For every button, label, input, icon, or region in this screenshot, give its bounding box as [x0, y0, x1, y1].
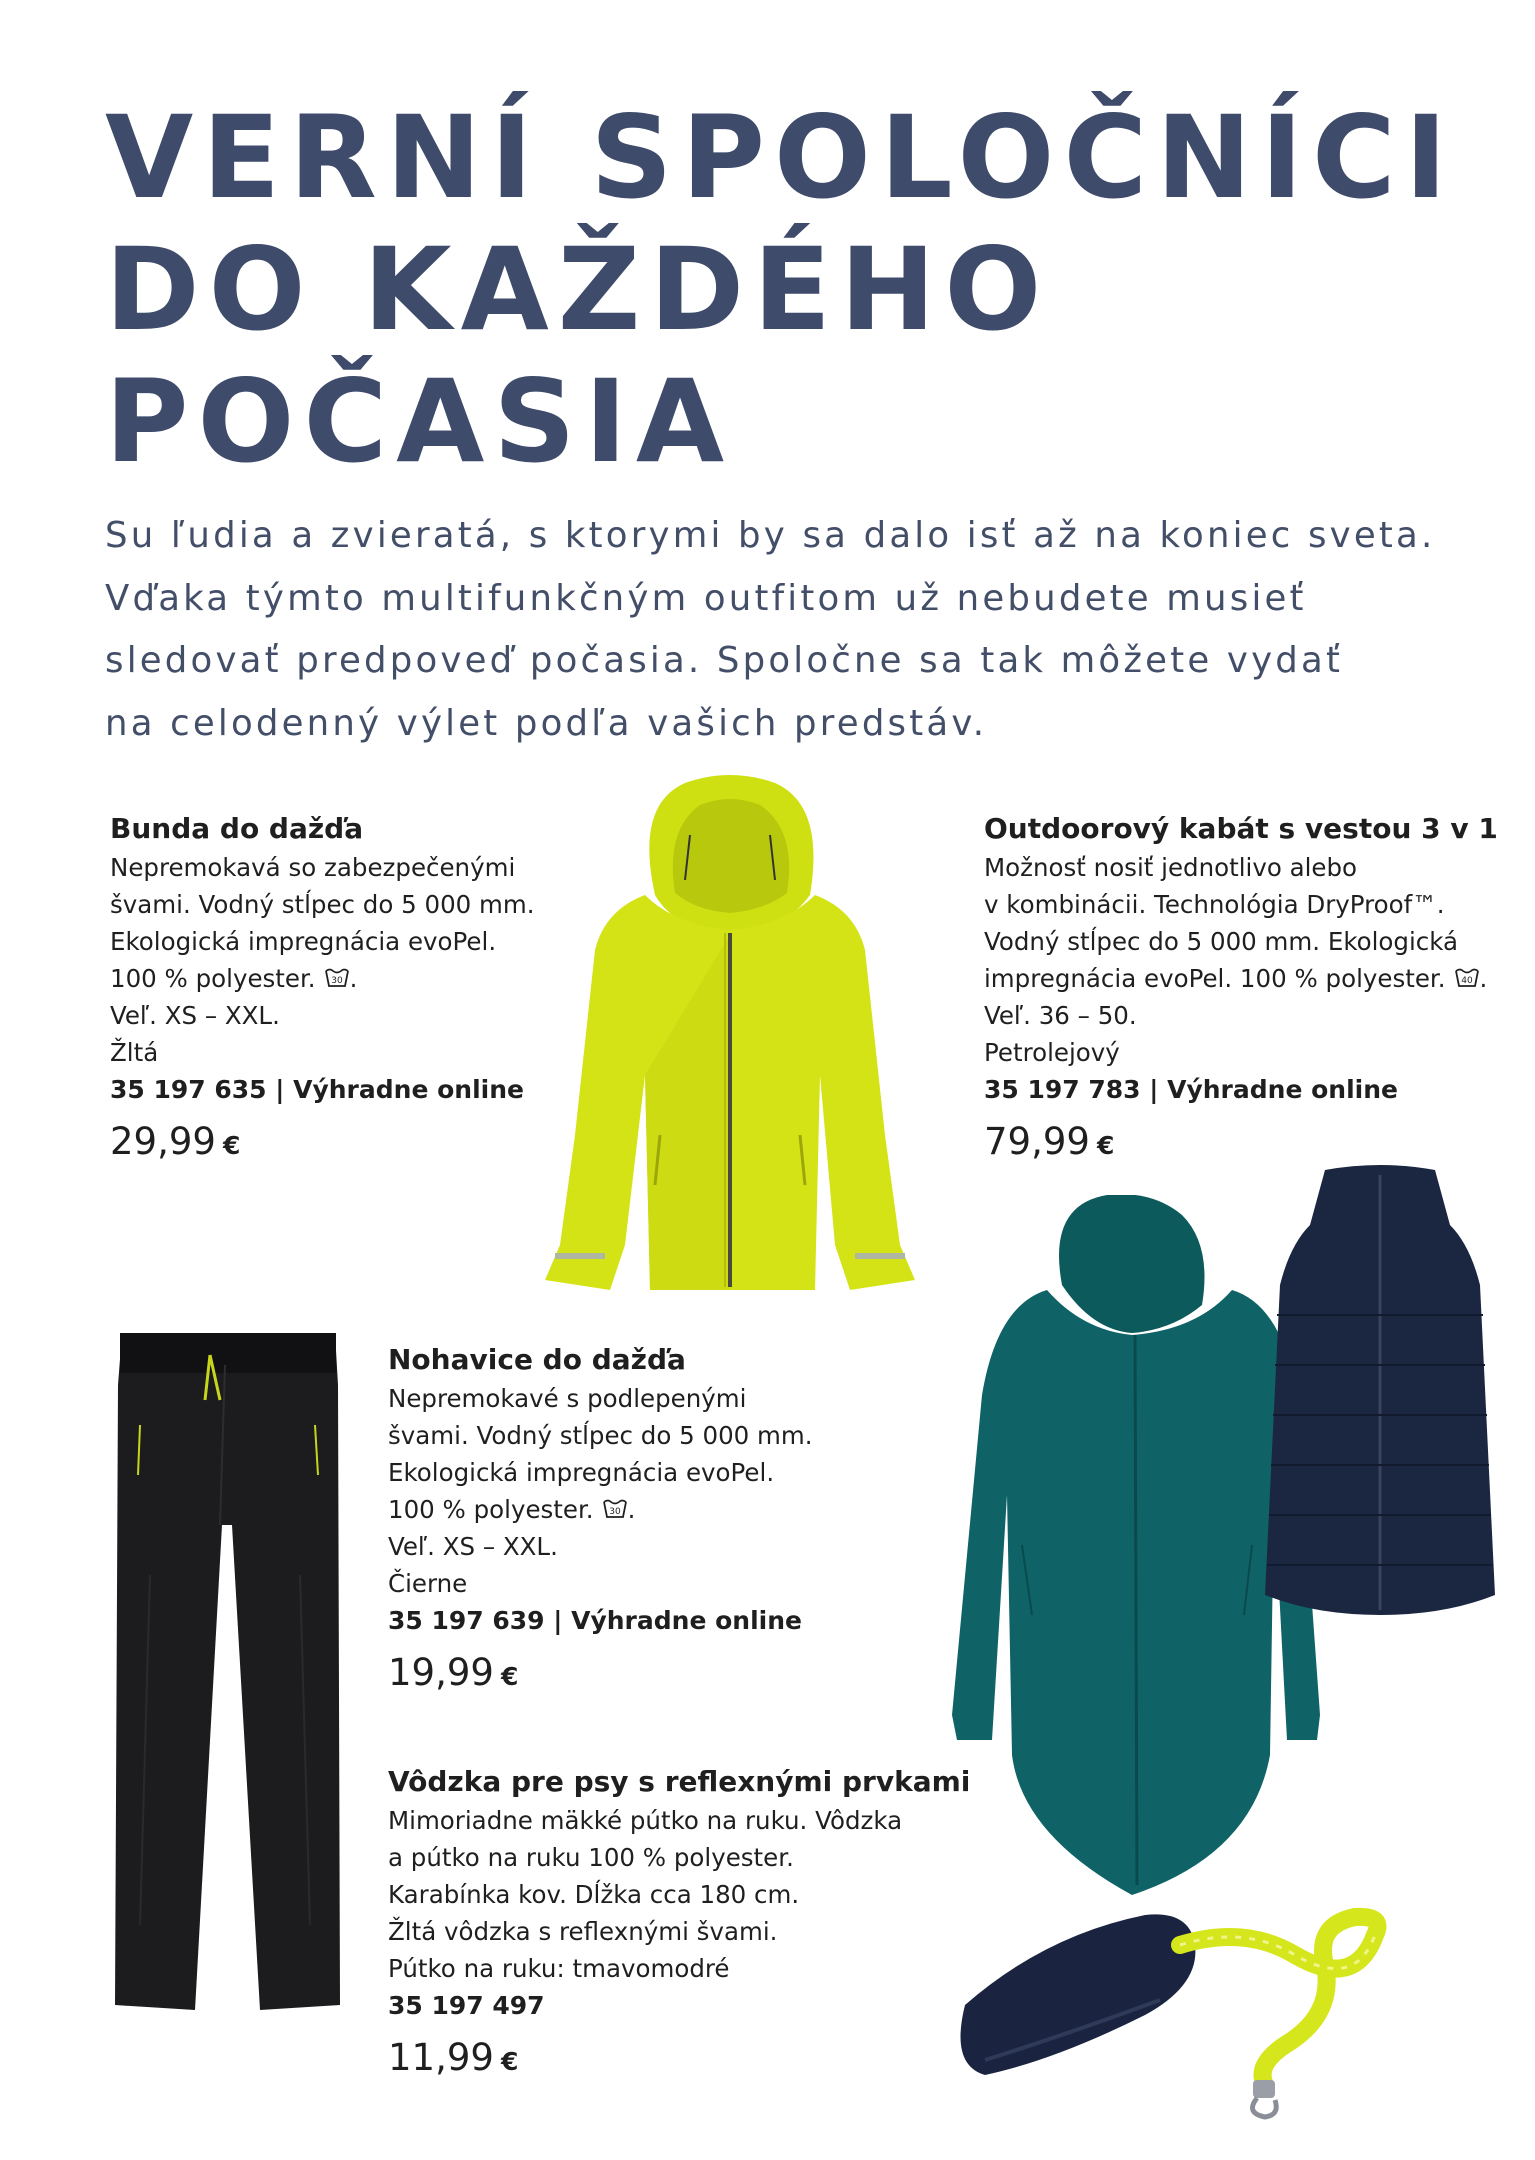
- product-desc-line: Veľ. 36 – 50.: [984, 1001, 1137, 1030]
- product-rain-pants: [388, 1340, 813, 1699]
- vest-image: [1255, 1165, 1505, 1615]
- rain-jacket-image: [535, 775, 925, 1300]
- rain-pants-image: [110, 1325, 345, 2015]
- product-desc-line: švami. Vodný stĺpec do 5 000 mm.: [388, 1421, 813, 1450]
- product-desc-line: impregnácia evoPel. 100 % polyester. 40 .: [984, 964, 1488, 993]
- product-desc-line: v kombinácii. Technológia DryProof™.: [984, 890, 1445, 919]
- product-desc-line: Petrolejový: [984, 1038, 1120, 1067]
- product-desc-line: Veľ. XS – XXL.: [388, 1532, 558, 1561]
- product-desc-line: Ekologická impregnácia evoPel.: [388, 1458, 775, 1487]
- title-line-2: DO KAŽDÉHO: [105, 223, 1051, 356]
- product-desc-line: Žltá vôdzka s reflexnými švami.: [388, 1917, 778, 1946]
- product-leash: [388, 1762, 970, 2084]
- product-coat: [984, 809, 1498, 1168]
- product-desc-line: švami. Vodný stĺpec do 5 000 mm.: [110, 890, 535, 919]
- wash-40-icon: [1454, 966, 1480, 990]
- product-desc-line: Možnosť nosiť jednotlivo alebo: [984, 853, 1358, 882]
- product-code: 35 197 635 | Výhradne online: [110, 1075, 524, 1104]
- product-price: 11,99 €: [388, 2036, 519, 2079]
- product-name: Vôdzka pre psy s reflexnými prvkami: [388, 1765, 971, 1798]
- product-desc-line: Žltá: [110, 1038, 159, 1067]
- product-name: Bunda do dažďa: [110, 812, 364, 845]
- product-desc-line: Mimoriadne mäkké pútko na ruku. Vôdzka: [388, 1806, 903, 1835]
- product-price: 79,99 €: [984, 1120, 1115, 1163]
- product-name: Nohavice do dažďa: [388, 1343, 686, 1376]
- intro-line-1: Su ľudia a zvieratá, s ktorymi by sa dalo isť až na koniec sveta.: [105, 515, 1436, 556]
- product-desc-line: Nepremokavá so zabezpečenými: [110, 853, 516, 882]
- title-line-1: VERNÍ SPOLOČNÍCI: [105, 91, 1457, 224]
- product-desc-line: Vodný stĺpec do 5 000 mm. Ekologická: [984, 927, 1459, 956]
- product-desc-line: 100 % polyester. 30 .: [110, 964, 358, 993]
- product-code: 35 197 639 | Výhradne online: [388, 1606, 802, 1635]
- svg-text:30: 30: [330, 976, 343, 986]
- wash-30-icon: [602, 1497, 628, 1521]
- product-desc-line: a pútko na ruku 100 % polyester.: [388, 1843, 794, 1872]
- intro-line-3: sledovať predpoveď počasia. Spoločne sa tak môžete vydať: [105, 640, 1344, 681]
- title-line-3: POČASIA: [105, 355, 734, 488]
- product-desc-line: Čierne: [388, 1569, 468, 1598]
- product-name: Outdoorový kabát s vestou 3 v 1: [984, 812, 1498, 845]
- product-desc-line: 100 % polyester. 30 .: [388, 1495, 636, 1524]
- product-desc-line: Veľ. XS – XXL.: [110, 1001, 280, 1030]
- product-desc-line: Nepremokavé s podlepenými: [388, 1384, 747, 1413]
- intro-line-4: na celodenný výlet podľa vašich predstáv.: [105, 702, 988, 744]
- product-desc-line: Karabínka kov. Dĺžka cca 180 cm.: [388, 1880, 800, 1909]
- product-desc-line: Ekologická impregnácia evoPel.: [110, 927, 497, 956]
- product-price: 29,99 €: [110, 1120, 241, 1163]
- intro-paragraph: [105, 505, 1485, 755]
- leash-image: [945, 1895, 1425, 2120]
- intro-line-2: Vďaka týmto multifunkčným outfitom už nebudete musieť: [105, 577, 1307, 619]
- product-code: 35 197 497: [388, 1991, 545, 2020]
- svg-text:40: 40: [1460, 976, 1473, 986]
- product-price: 19,99 €: [388, 1651, 519, 1694]
- product-code: 35 197 783 | Výhradne online: [984, 1075, 1398, 1104]
- page-title: [105, 92, 1485, 488]
- wash-30-icon: [324, 966, 350, 990]
- svg-text:30: 30: [608, 1507, 621, 1517]
- product-rain-jacket: [110, 809, 535, 1168]
- product-desc-line: Pútko na ruku: tmavomodré: [388, 1954, 730, 1983]
